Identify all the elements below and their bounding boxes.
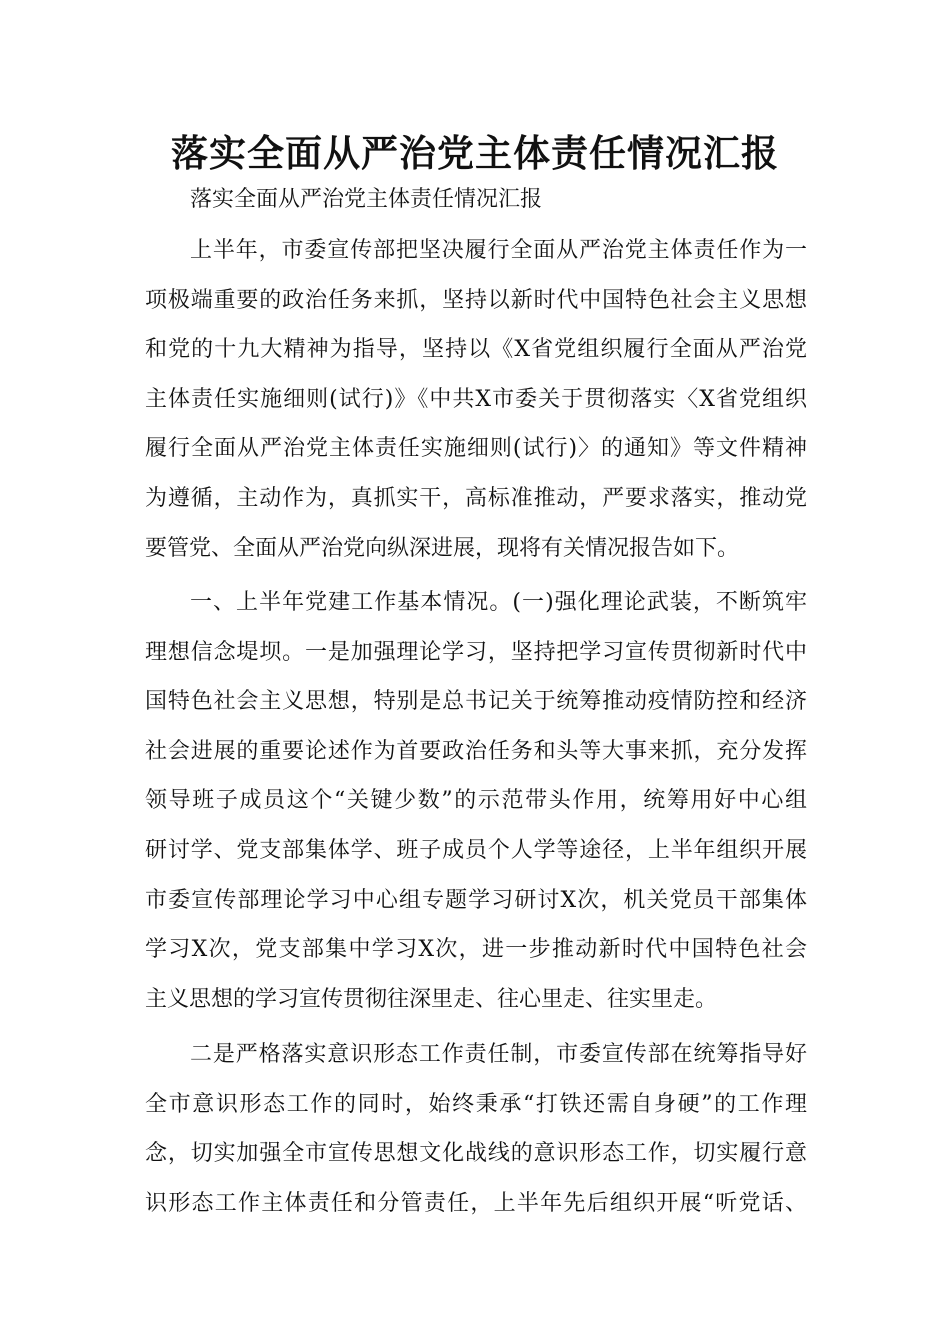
paragraph-ideology [145,1030,807,1228]
paragraph-line: 领导班子成员这个“关键少数”的示范带头作用，统筹用好中心组 [145,788,807,814]
paragraph-line: 二是严格落实意识形态工作责任制，市委宣传部在统筹指导好 [190,1042,807,1067]
paragraph-line: 履行全面从严治党主体责任实施细则(试行)〉的通知》等文件精神 [145,436,807,462]
paragraph-line: 一、上半年党建工作基本情况。(一)强化理论武装，不断筑牢 [190,590,807,615]
paragraph-line: 市委宣传部理论学习中心组专题学习研讨X次，机关党员干部集体 [145,887,807,913]
paragraph-line: 全市意识形态工作的同时，始终秉承“打铁还需自身硬”的工作理 [145,1091,807,1117]
paragraph-line: 要管党、全面从严治党向纵深进展，现将有关情况报告如下。 [145,535,740,561]
paragraph-line: 理想信念堤坝。一是加强理论学习，坚持把学习宣传贯彻新时代中 [145,639,807,665]
paragraph-line: 研讨学、党支部集体学、班子成员个人学等途径，上半年组织开展 [145,837,807,863]
paragraph-line: 上半年，市委宣传部把坚决履行全面从严治党主体责任作为一 [190,238,807,263]
paragraph-line: 念，切实加强全市宣传思想文化战线的意识形态工作，切实履行意 [145,1141,807,1167]
paragraph-line: 主体责任实施细则(试行)》《中共X市委关于贯彻落实〈X省党组织 [145,386,807,412]
paragraph-line: 社会进展的重要论述作为首要政治任务和头等大事来抓，充分发挥 [145,738,807,764]
paragraph-line: 为遵循，主动作为，真抓实干，高标准推动，严要求落实，推动党 [145,485,807,511]
paragraph-intro [145,226,807,573]
paragraph-section-one [145,578,807,1024]
paragraph-line: 项极端重要的政治任务来抓，坚持以新时代中国特色社会主义思想 [145,287,807,313]
paragraph-line: 主义思想的学习宣传贯彻往深里走、往心里走、往实里走。 [145,986,718,1012]
document-subtitle: 落实全面从严治党主体责任情况汇报 [190,187,543,212]
paragraph-line: 识形态工作主体责任和分管责任，上半年先后组织开展“听党话、 [145,1190,807,1216]
paragraph-line: 和党的十九大精神为指导，坚持以《X省党组织履行全面从严治党 [145,337,807,363]
paragraph-line: 学习X次，党支部集中学习X次，进一步推动新时代中国特色社会 [145,937,807,963]
document-title: 落实全面从严治党主体责任情况汇报 [171,132,779,175]
paragraph-line: 国特色社会主义思想，特别是总书记关于统筹推动疫情防控和经济 [145,689,807,715]
